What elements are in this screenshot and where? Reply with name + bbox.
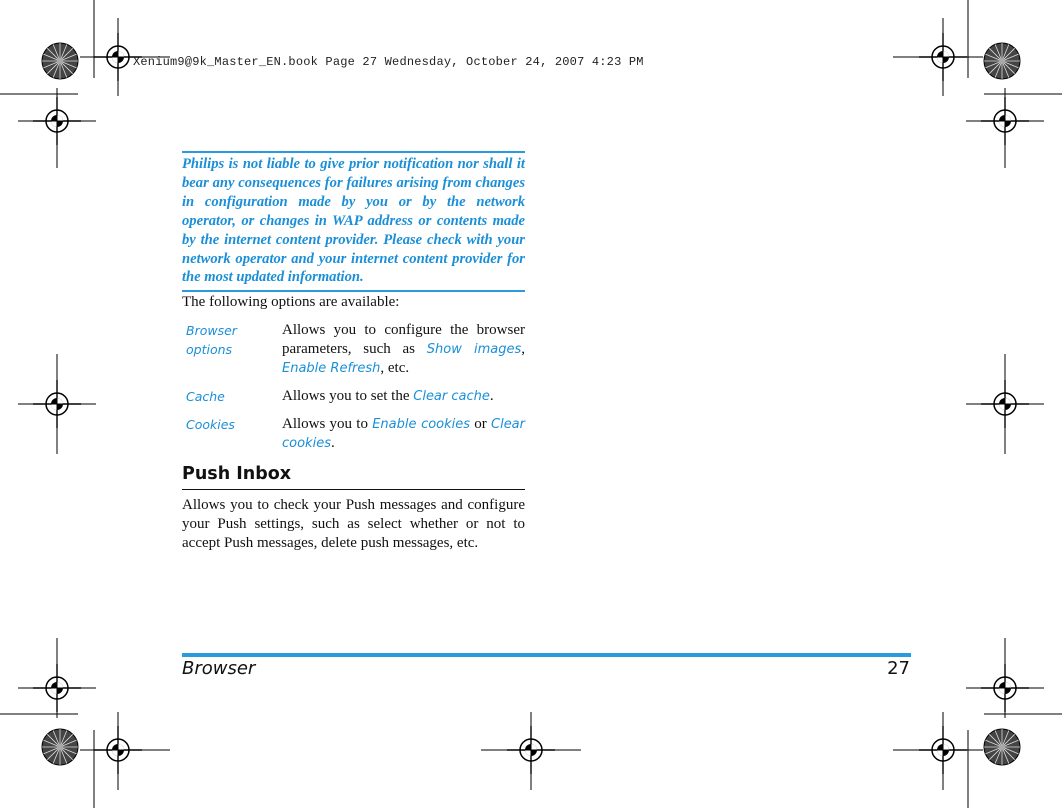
option-row-cache (182, 387, 525, 406)
option-term: Cookies (186, 417, 235, 432)
option-description (282, 415, 525, 453)
option-text: Allows you to configure the browser parameters, such as (282, 322, 525, 357)
option-text: , (521, 341, 525, 357)
option-link-enable-refresh: Enable Refresh (282, 361, 381, 376)
options-intro: The following options are available: (182, 294, 400, 310)
section-body-push-inbox: Allows you to check your Push messages and configure your Push settings, such as select whether or not to accept Push messages, delete push messages, etc. (182, 497, 525, 551)
page-number: 27 (887, 658, 910, 679)
option-text: Allows you to set the (282, 388, 414, 404)
option-term: Cache (186, 389, 225, 404)
option-link-clear-cache: Clear cache (413, 389, 490, 404)
footer-chapter-title: Browser (182, 658, 256, 679)
option-term: Browser options (186, 323, 237, 357)
footer-rule (182, 653, 911, 657)
section-heading-push-inbox: Push Inbox (182, 464, 525, 490)
option-text: Allows you to (282, 416, 373, 432)
option-link-show-images: Show images (426, 342, 522, 357)
option-link-clear-cookies: Clear cookies (282, 417, 525, 451)
option-row-cookies (182, 415, 525, 453)
options-table (182, 321, 525, 462)
print-header-stamp: Xenium9@9k_Master_EN.book Page 27 Wednesday, October 24, 2007 4:23 PM (133, 55, 644, 69)
option-text: or (470, 416, 491, 432)
option-description (282, 387, 525, 406)
option-text: , etc. (380, 360, 410, 376)
option-text: . (489, 388, 494, 404)
option-description (282, 321, 525, 378)
disclaimer-note: Philips is not liable to give prior notification nor shall it bear any consequences for failures arising from changes in configuration made by you or by the network operator, or changes in WAP address or contents made by the internet content provider. Please check with your network operator and your internet content provider for the most updated information. (182, 151, 525, 292)
option-text: . (330, 435, 335, 451)
option-row-browser-options (182, 321, 525, 378)
option-link-enable-cookies: Enable cookies (372, 417, 471, 432)
